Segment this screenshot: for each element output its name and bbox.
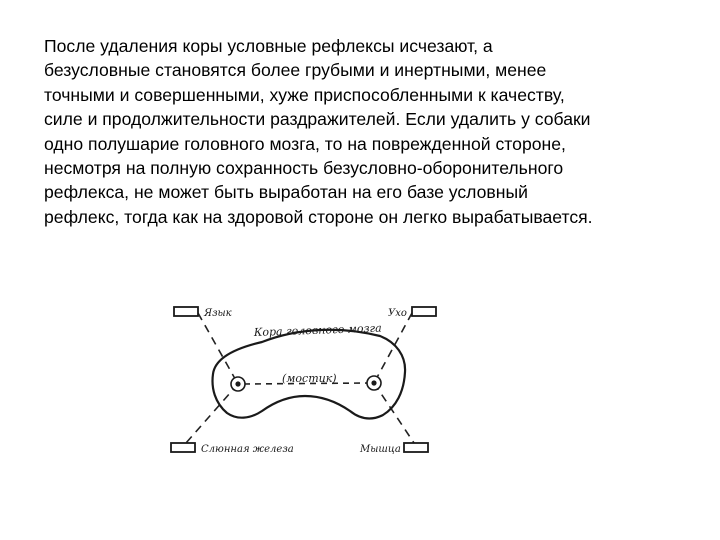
left-center-dot <box>235 381 240 386</box>
label-ear: Ухо <box>388 308 407 319</box>
paragraph-line-1: После удаления коры условные рефлексы исчезают, а <box>44 36 493 56</box>
paragraph-line-6: несмотря на полную сохранность безусловно-оборонительного <box>44 158 564 179</box>
label-bridge: (мостик) <box>282 372 337 385</box>
salivary-gland-box <box>171 443 195 452</box>
paragraph-line-2: безусловные становятся более грубыми и инертными, менее <box>44 60 547 81</box>
dashed-line-tongue-left-center <box>198 313 238 384</box>
right-center-dot <box>371 380 376 385</box>
paragraph-line-3: точными и совершенными, хуже приспособленными к качеству, <box>44 84 565 105</box>
paragraph-line-5: одно полушарие головного мозга, то на поврежденной стороне, <box>44 133 566 154</box>
label-cortex: Кора головного мозга <box>253 321 382 339</box>
paragraph-line-8: рефлекс, тогда как на здоровой стороне он легко вырабатывается. <box>44 206 593 227</box>
paragraph-line-4: силе и продолжительности раздражителей. Если удалить у собаки <box>44 109 591 130</box>
label-muscle: Мышца <box>360 444 401 455</box>
tongue-receptor-box <box>174 307 198 316</box>
paragraph-line-7: рефлекса, не может быть выработан на его базе условный <box>44 182 528 203</box>
muscle-box <box>404 443 428 452</box>
ear-receptor-box <box>412 307 436 316</box>
label-tongue: Язык <box>204 308 232 319</box>
label-salivary-gland: Слюнная железа <box>201 444 294 455</box>
dashed-line-right-center-muscle <box>374 383 414 443</box>
dashed-line-left-center-salivary <box>186 384 238 443</box>
